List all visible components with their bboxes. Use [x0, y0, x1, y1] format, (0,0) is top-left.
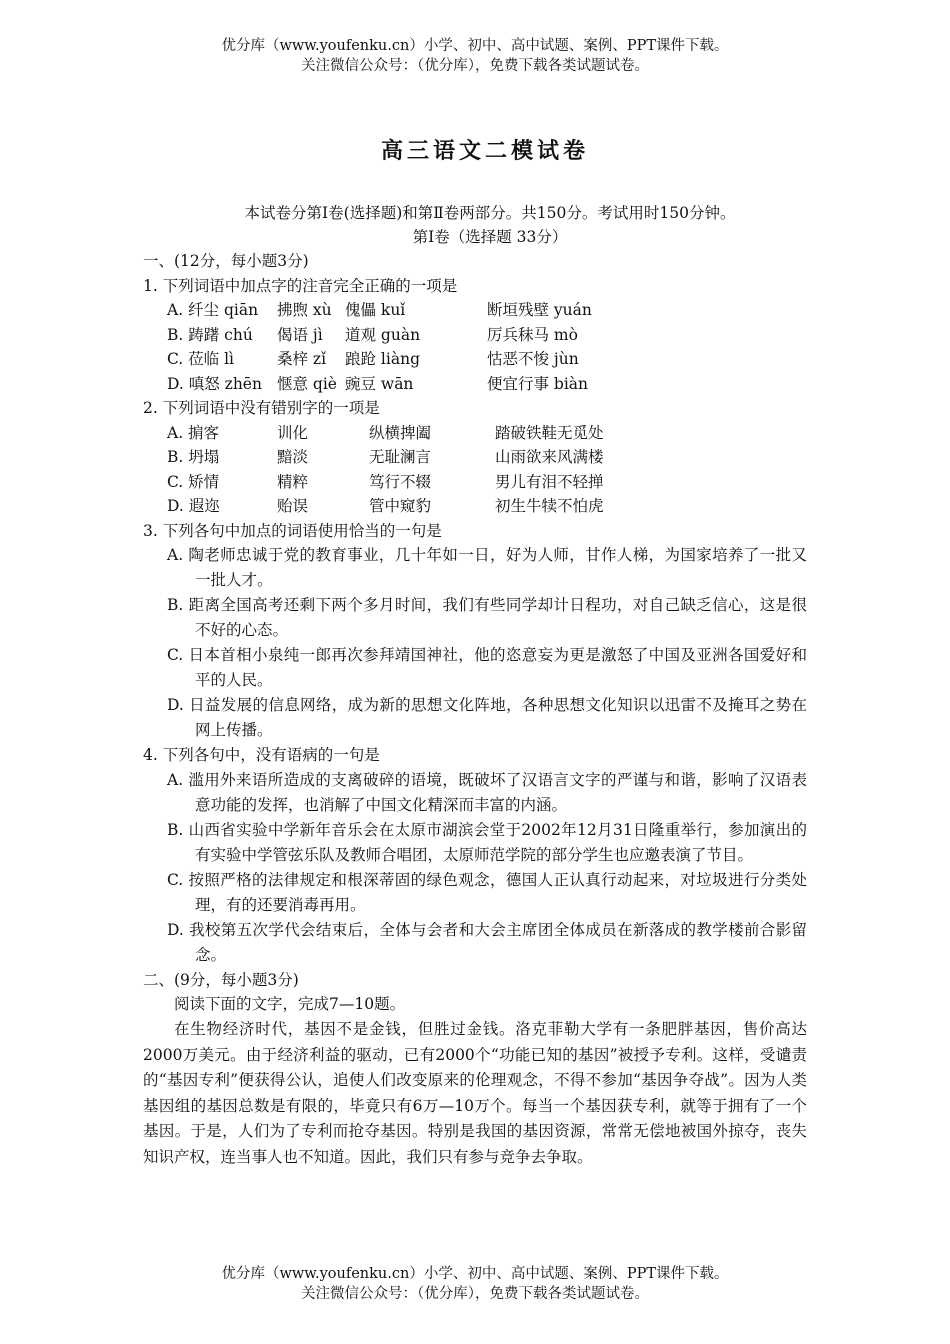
volume-1-heading: 第Ⅰ卷（选择题 33分）	[412, 228, 568, 246]
question-3-option-d	[143, 693, 807, 743]
footer-line-2: 关注微信公众号：（优分库），免费下载各类试题试卷。	[301, 1286, 649, 1302]
footer-line-1: 优分库（www.youfenku.cn）小学、初中、高中试题、案例、PPT课件下载。	[221, 1266, 729, 1282]
option-cell: 偈语 jì	[277, 325, 323, 344]
option-cell: C. 莅临 lì	[167, 350, 235, 368]
option-cell: 桑梓 zǐ	[277, 350, 327, 368]
question-4-option-b	[143, 818, 807, 868]
header-line-1: 优分库（www.youfenku.cn）小学、初中、高中试题、案例、PPT课件下载。	[221, 38, 729, 54]
page-title: 高三语文二模试卷	[380, 138, 589, 164]
question-2-option-c	[143, 470, 807, 495]
option-text: D. 日益发展的信息网络，成为新的思想文化阵地，各种思想文化知识以迅雷不及掩耳之势在网上传播。	[167, 696, 807, 739]
page-footer	[0, 1264, 950, 1304]
option-cell: 豌豆 wān	[345, 374, 414, 393]
option-cell: 男儿有泪不轻掸	[495, 472, 604, 491]
option-cell: 纵横捭阖	[369, 423, 432, 442]
option-cell: 精粹	[277, 472, 309, 491]
option-cell: 拂煦 xù	[277, 301, 332, 319]
question-2-option-a	[143, 421, 807, 446]
option-cell: A. 掮客	[167, 423, 220, 442]
option-cell: B. 坍塌	[167, 448, 220, 466]
option-cell: 踏破铁鞋无觅处	[495, 423, 604, 442]
option-cell: 初生牛犊不怕虎	[495, 497, 604, 515]
question-3-option-b	[143, 593, 807, 643]
question-1-option-c	[143, 347, 807, 372]
option-cell: B. 踌躇 chú	[167, 325, 253, 344]
option-text: B. 山西省实验中学新年音乐会在太原市湖滨会堂于2002年12月31日隆重举行，参加演出的有实验中学管弦乐队及教师合唱团，太原师范学院的部分学生也应邀表演了节目。	[167, 820, 807, 864]
option-cell: 道观 guàn	[345, 325, 421, 344]
option-cell: A. 纤尘 qiān	[167, 301, 259, 319]
option-cell: 便宜行事 biàn	[487, 374, 589, 393]
question-3-stem: 3. 下列各句中加点的词语使用恰当的一句是	[143, 521, 442, 540]
option-text: C. 日本首相小泉纯一郎再次参拜靖国神社，他的恣意妄为更是激怒了中国及亚洲各国爱好和平的人民。	[167, 646, 807, 689]
option-text: C. 按照严格的法律规定和根深蒂固的绿色观念，德国人正认真行动起来，对垃圾进行分类处理，有的还要消毒再用。	[167, 870, 807, 914]
question-3-option-a	[143, 543, 807, 593]
section-2-heading: 二、(9分，每小题3分)	[143, 970, 299, 989]
option-cell: 断垣残壁 yuán	[487, 301, 592, 319]
question-4-option-c	[143, 868, 807, 918]
exam-intro: 本试卷分第Ⅰ卷(选择题)和第Ⅱ卷两部分。共150分。考试用时150分钟。	[244, 204, 736, 222]
option-text: A. 滥用外来语所造成的支离破碎的语境，既破坏了汉语言文字的严谨与和谐，影响了汉语表意功能的发挥，也消解了中国文化精深而丰富的内涵。	[167, 770, 807, 814]
option-cell: D. 遐迩	[167, 497, 220, 515]
question-3-option-c	[143, 643, 807, 693]
option-text: B. 距离全国高考还剩下两个多月时间，我们有些同学却计日程功，对自己缺乏信心，这是很不好的心态。	[167, 596, 807, 639]
option-cell: 山雨欲来风满楼	[495, 448, 604, 466]
question-2-option-b	[143, 445, 807, 470]
option-cell: 无耻澜言	[369, 448, 432, 466]
option-cell: 笃行不辍	[369, 472, 432, 491]
option-cell: 管中窥豹	[369, 497, 432, 515]
question-1-option-d	[143, 372, 807, 397]
question-1-stem: 1. 下列词语中加点字的注音完全正确的一项是	[143, 276, 458, 295]
option-cell: 贻误	[277, 497, 309, 515]
question-1-option-a	[143, 298, 807, 323]
option-cell: 训化	[277, 423, 309, 442]
document-body	[143, 138, 807, 1170]
question-4-option-a	[143, 768, 807, 818]
section-1-heading: 一、(12分，每小题3分)	[143, 252, 309, 270]
option-cell: 惬意 qiè	[277, 374, 337, 393]
page-header	[0, 36, 950, 76]
option-cell: 厉兵秣马 mò	[487, 325, 578, 344]
header-line-2: 关注微信公众号：（优分库），免费下载各类试题试卷。	[301, 58, 649, 74]
option-text: A. 陶老师忠诚于党的教育事业，几十年如一日，好为人师，甘作人梯，为国家培养了一批又一批人才。	[167, 546, 807, 589]
reading-instruction: 阅读下面的文字，完成7—10题。	[174, 995, 406, 1013]
option-cell: 黯淡	[277, 448, 309, 466]
question-2-stem: 2. 下列词语中没有错别字的一项是	[143, 399, 380, 417]
option-cell: C. 矫情	[167, 472, 220, 491]
option-cell: 踉跄 liàng	[345, 350, 420, 368]
option-cell: 傀儡 kuǐ	[345, 301, 406, 319]
option-cell: 怙恶不悛 jùn	[487, 350, 579, 368]
reading-passage: 在生物经济时代，基因不是金钱，但胜过金钱。洛克菲勒大学有一条肥胖基因，售价高达2000万美元。由于经济利益的驱动，已有2000个“功能已知的基因”被授予专利。这样，受谴责的“基因专利”便获得公认，追使人们改变原来的伦理观念，不得不参加“基因争夺战”。因为人类基因组的基因总数是有限的，毕竟只有6万—10万个。每当一个基因获专利，就等于拥有了一个基因。于是，人们为了专利而抢夺基因。特别是我国的基因资源，常常无偿地被国外掠夺，丧失知识产权，连当事人也不知道。因此，我们只有参与竞争去争取。	[143, 1020, 807, 1166]
question-2-option-d	[143, 494, 807, 519]
option-cell: D. 嗔怒 zhēn	[167, 374, 262, 393]
question-1-option-b	[143, 323, 807, 348]
question-4-stem: 4. 下列各句中，没有语病的一句是	[143, 746, 380, 764]
question-4-option-d	[143, 918, 807, 968]
option-text: D. 我校第五次学代会结束后，全体与会者和大会主席团全体成员在新落成的教学楼前合影留念。	[167, 920, 807, 964]
